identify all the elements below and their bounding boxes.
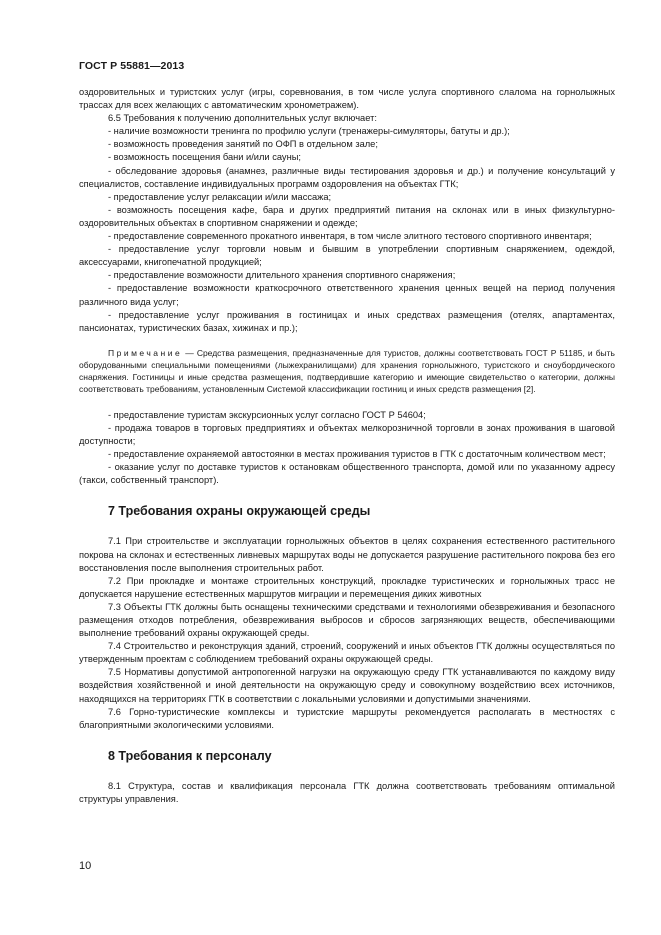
list-item: - возможность посещения кафе, бара и других предприятий питания на склонах или в иных физкультурно-оздоровительных объектах в спортивном снаряжении и одежде; [79,204,615,228]
list-item: - предоставление услуг проживания в гостиницах и иных средствах размещения (отелях, апартаментах, пансионатах, туристических базах, хижинах и пр.); [79,309,615,333]
list-item: - обследование здоровья (анамнез, различные виды тестирования здоровья и др.) и получение консультаций у специалистов, составление индивидуальных программ оздоровления на объектах ГТК; [79,165,615,189]
list-item: - предоставление возможности краткосрочного ответственного хранения ценных вещей на период получения различного вида услуг; [79,283,615,307]
list-item: - предоставление услуг релаксации и/или массажа; [108,191,332,202]
clause-7-2: 7.2 При прокладке и монтаже строительных конструкций, прокладке туристических и горнолыжных трасс не допускается нарушение естественных маршрутов миграции и перемещения диких животных [79,575,615,599]
list-item: - предоставление услуг торговли новым и бывшим в употреблении спортивным снаряжением, одеждой, аксессуарами, книгопечатной продукцией; [79,244,615,268]
note-label: Примечание [108,347,183,358]
list-item: - предоставление современного прокатного инвентаря, в том числе элитного тестового спортивного инвентаря; [108,231,592,242]
section-7-heading: 7 Требования охраны окружающей среды [108,504,371,519]
clause-7-5: 7.5 Нормативы допустимой антропогенной нагрузки на окружающую среду ГТК устанавливаются по каждому виду воздействия хозяйственной и иной деятельности на окружающую среду и совокупному воздействию всех источников, находящихся на территориях ГТК в соответствии с локальными условиями и допустимыми значениями. [79,667,615,704]
list-item: - предоставление охраняемой автостоянки в местах проживания туристов в ГТК с достаточным количеством мест; [108,449,606,460]
list-item: - продажа товаров в торговых предприятиях и объектах мелкорозничной торговли в зонах проживания в шаговой доступности; [79,422,615,446]
clause-6-5-intro: 6.5 Требования к получению дополнительных услуг включает: [108,113,377,124]
list-item: - возможность проведения занятий по ОФП в отдельном зале; [108,139,378,150]
clause-7-1: 7.1 При строительстве и эксплуатации горнолыжных объектов в целях сохранения естественного растительного покрова на склонах и естественных ливневых маршрутах воды не допускается разрушение растительного покрова без его восстановления после выполнения строительных работ. [79,536,615,573]
list-item: - наличие возможности тренинга по профилю услуги (тренажеры-симуляторы, батуты и др.); [108,126,510,137]
clause-7-3: 7.3 Объекты ГТК должны быть оснащены техническими средствами и технологиями обезвреживания и безопасного размещения отходов потребления, обезвреживания выбросов и сбросов загрязняющих веществ, обеспечивающими выполнение требований охраны окружающей среды. [79,601,615,639]
list-item: - предоставление туристам экскурсионных услуг согласно ГОСТ Р 54604; [108,409,426,420]
continuation-paragraph: оздоровительных и туристских услуг (игры, соревнования, в том числе услуга спортивного слалома на горнолыжных трассах для всех желающих с автоматическим хронометражем). [79,87,615,111]
clause-7-4: 7.4 Строительство и реконструкция зданий, строений, сооружений и иных объектов ГТК должны осуществляться по утвержденным проектам с соблюдением требований охраны окружающей среды. [79,641,615,665]
page-number: 10 [79,860,92,872]
page-content [79,86,615,806]
note-text: — Средства размещения, предназначенные для туристов, должны соответствовать ГОСТ Р 51185, и быть оборудованными специальными помещениями (лыжехранилищами) для хранения горнолыжного, туристского и сноубордического снаряжения. Гостиницы и иные средства размещения, подтвердившие категорию и имеющие свидетельство о категории, должны соответствовать требованиям, установленным Системой классификации гостиниц и иных средств размещения [2]. [79,347,615,394]
clause-7-6: 7.6 Горно-туристические комплексы и туристские маршруты рекомендуется располагать в местностях с благоприятными экологическими условиями. [79,706,615,730]
clause-8-1: 8.1 Структура, состав и квалификация персонала ГТК должна соответствовать требованиям оптимальной структуры управления. [79,780,615,805]
note-paragraph [79,347,615,395]
list-item: - оказание услуг по доставке туристов к остановкам общественного транспорта, домой или по указанному адресу (такси, собственный транспорт). [79,462,615,486]
section-8-heading: 8 Требования к персоналу [108,748,272,763]
document-header: ГОСТ Р 55881—2013 [79,60,185,72]
list-item: - возможность посещения бани и/или сауны; [108,152,301,163]
list-item: - предоставление возможности длительного хранения спортивного снаряжения; [108,270,456,281]
